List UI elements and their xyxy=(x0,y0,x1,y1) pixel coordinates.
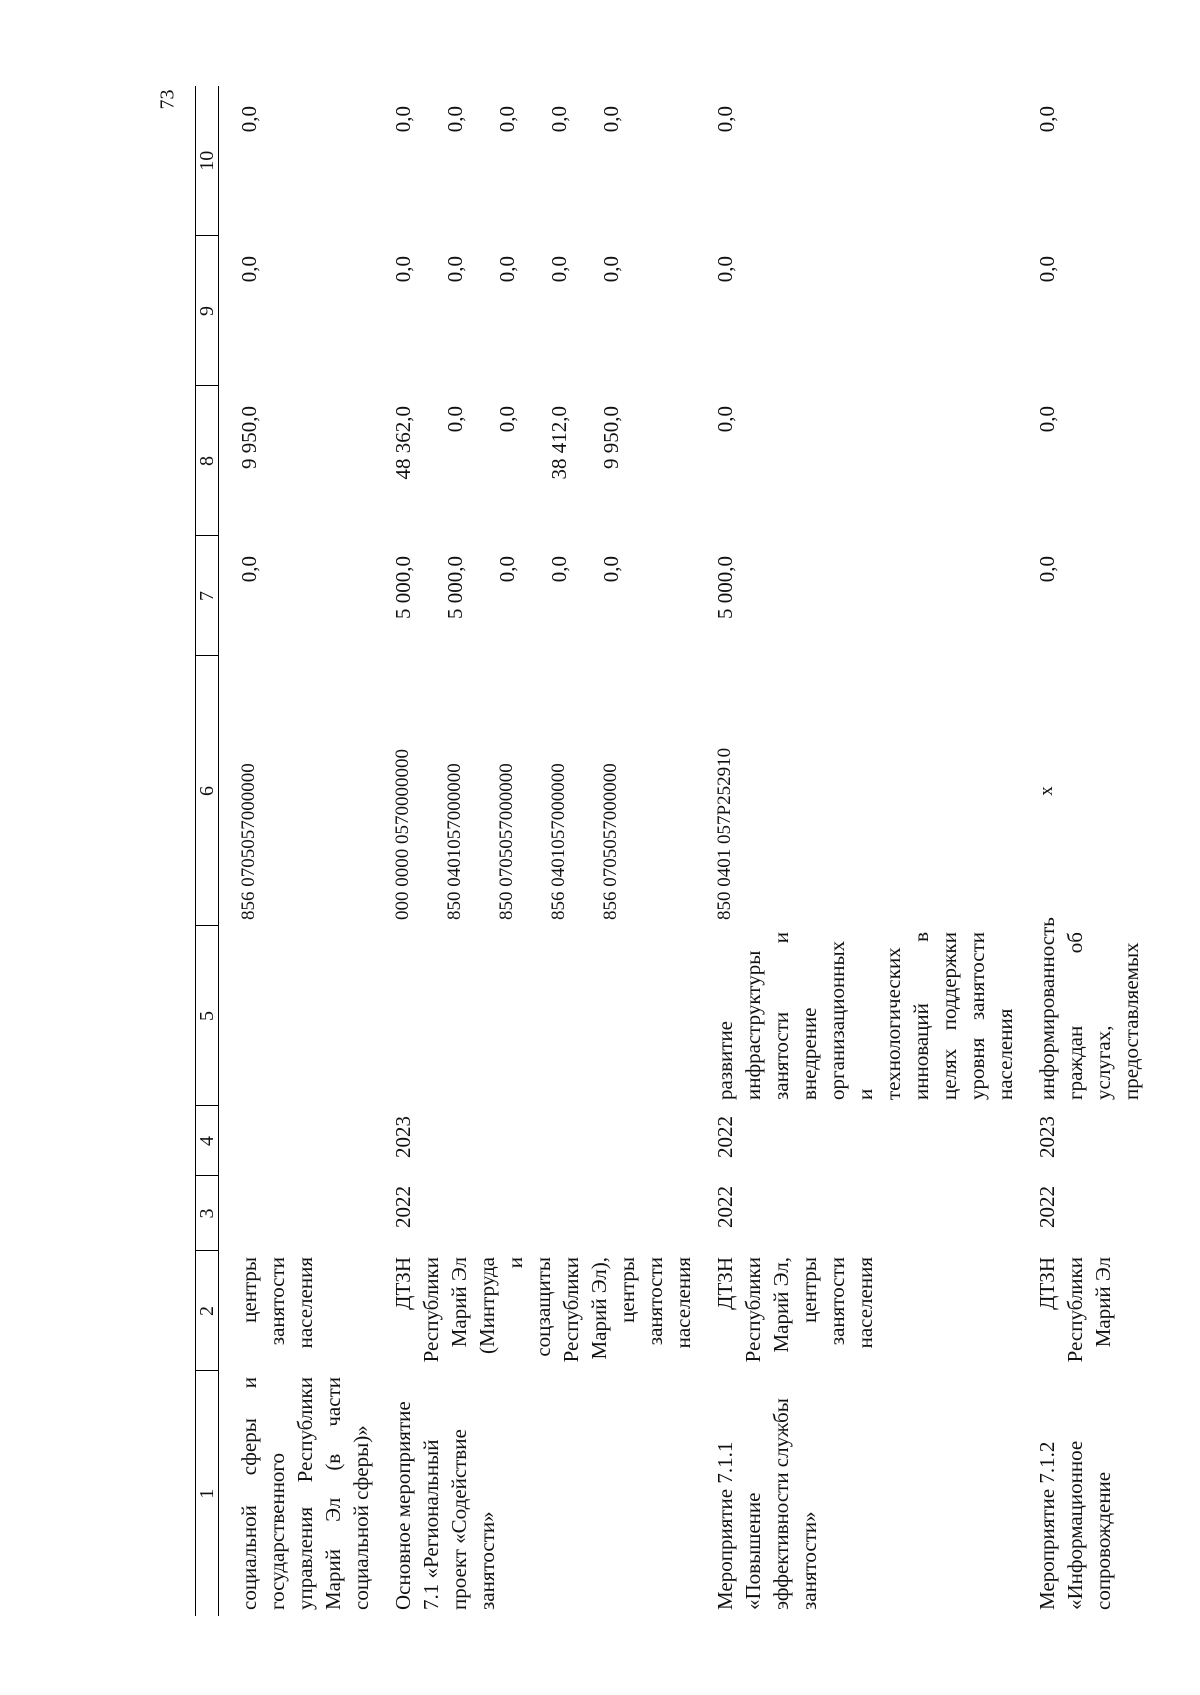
table-row xyxy=(387,86,709,1616)
budget-code-line: 850 0705057000000 xyxy=(496,763,517,920)
amount-col8: 0,0 xyxy=(713,406,737,433)
header-row xyxy=(196,86,219,1616)
amount-col9: 0,0 0,0 0,0 0,0 0,0 xyxy=(391,256,623,283)
col-header-2: 2 xyxy=(196,1251,219,1371)
start-year: 2022 xyxy=(391,1186,415,1228)
amount-col7: 5 000,0 xyxy=(713,556,737,619)
end-year: 2022 xyxy=(713,1116,737,1158)
page-number: 73 xyxy=(156,89,179,110)
budget-table xyxy=(195,86,1157,1616)
end-year: 2023 xyxy=(391,1116,415,1158)
budget-code-line: 856 0705057000000 xyxy=(600,763,621,920)
executor: ДТЗН Республики Марий Эл (Минтруда и соцзащиты Республики Марий Эл), центры занятости населения xyxy=(391,1257,695,1363)
col-header-4: 4 xyxy=(196,1106,219,1176)
amount-col7: 0,0 xyxy=(1035,556,1059,583)
budget-code xyxy=(387,656,709,926)
amount-col9: 0,0 xyxy=(713,256,737,283)
start-year xyxy=(233,1176,387,1251)
col-header-8: 8 xyxy=(196,386,219,536)
activity-name: Основное мероприятие 7.1 «Региональный проект «Содействие занятости» xyxy=(391,1401,499,1610)
end-year: 2023 xyxy=(1035,1116,1059,1158)
amount-col10: 0,0 0,0 0,0 0,0 0,0 xyxy=(391,106,623,133)
amount-col10: 0,0 xyxy=(1035,106,1059,133)
end-year xyxy=(233,1106,387,1176)
amount-col8: 0,0 xyxy=(1035,406,1059,433)
activity-name: социальной сферы и государственного управления Республики Марий Эл (в части социальной сферы)» xyxy=(237,1377,373,1610)
col-header-7: 7 xyxy=(196,536,219,656)
col-header-6: 6 xyxy=(196,656,219,926)
col-header-10: 10 xyxy=(196,86,219,236)
col-header-1: 1 xyxy=(196,1371,219,1616)
start-year: 2022 xyxy=(713,1186,737,1228)
budget-code-line: 856 0401057000000 xyxy=(548,763,569,920)
col-header-9: 9 xyxy=(196,236,219,386)
table-row xyxy=(233,86,387,1616)
amount-col10: 0,0 xyxy=(713,106,737,133)
start-year: 2022 xyxy=(1035,1186,1059,1228)
amount-col10: 0,0 xyxy=(237,106,261,133)
expected-result: информированность граждан об услугах, предоставляемых xyxy=(1035,917,1143,1100)
amount-col7: 5 000,0 5 000,0 0,0 0,0 0,0 xyxy=(391,556,623,619)
executor: ДТЗН Республики Марий Эл, центры занятости населения xyxy=(713,1257,877,1363)
expected-result xyxy=(387,926,709,1106)
expected-result xyxy=(233,926,387,1106)
budget-code: x xyxy=(1036,786,1057,796)
budget-code-line: 850 0401057000000 xyxy=(444,763,465,920)
amount-col8: 9 950,0 xyxy=(237,406,261,469)
budget-code: 856 0705057000000 xyxy=(238,763,259,920)
amount-col8: 48 362,0 0,0 0,0 38 412,0 9 950,0 xyxy=(391,406,623,480)
col-header-5: 5 xyxy=(196,926,219,1106)
table-row xyxy=(1031,86,1157,1616)
col-header-3: 3 xyxy=(196,1176,219,1251)
activity-name: Мероприятие 7.1.2 «Информационное сопровождение xyxy=(1035,1440,1115,1610)
expected-result: развитие инфраструктуры занятости и внедрение организационных и технологических инноваций в целях поддержки уровня занятости населения xyxy=(713,932,1017,1100)
rotated-table-frame xyxy=(195,86,1143,1616)
amount-col7: 0,0 xyxy=(237,556,261,583)
amount-col9: 0,0 xyxy=(1035,256,1059,283)
executor: ДТЗН Республики Марий Эл xyxy=(1035,1257,1115,1363)
budget-code-line: 000 0000 0570000000 xyxy=(392,749,413,920)
amount-col9: 0,0 xyxy=(237,256,261,283)
activity-name: Мероприятие 7.1.1 «Повышение эффективности службы занятости» xyxy=(713,1398,821,1610)
table-row xyxy=(709,86,1031,1616)
executor: центры занятости населения xyxy=(237,1257,317,1349)
budget-code: 850 0401 057P252910 xyxy=(714,747,735,920)
